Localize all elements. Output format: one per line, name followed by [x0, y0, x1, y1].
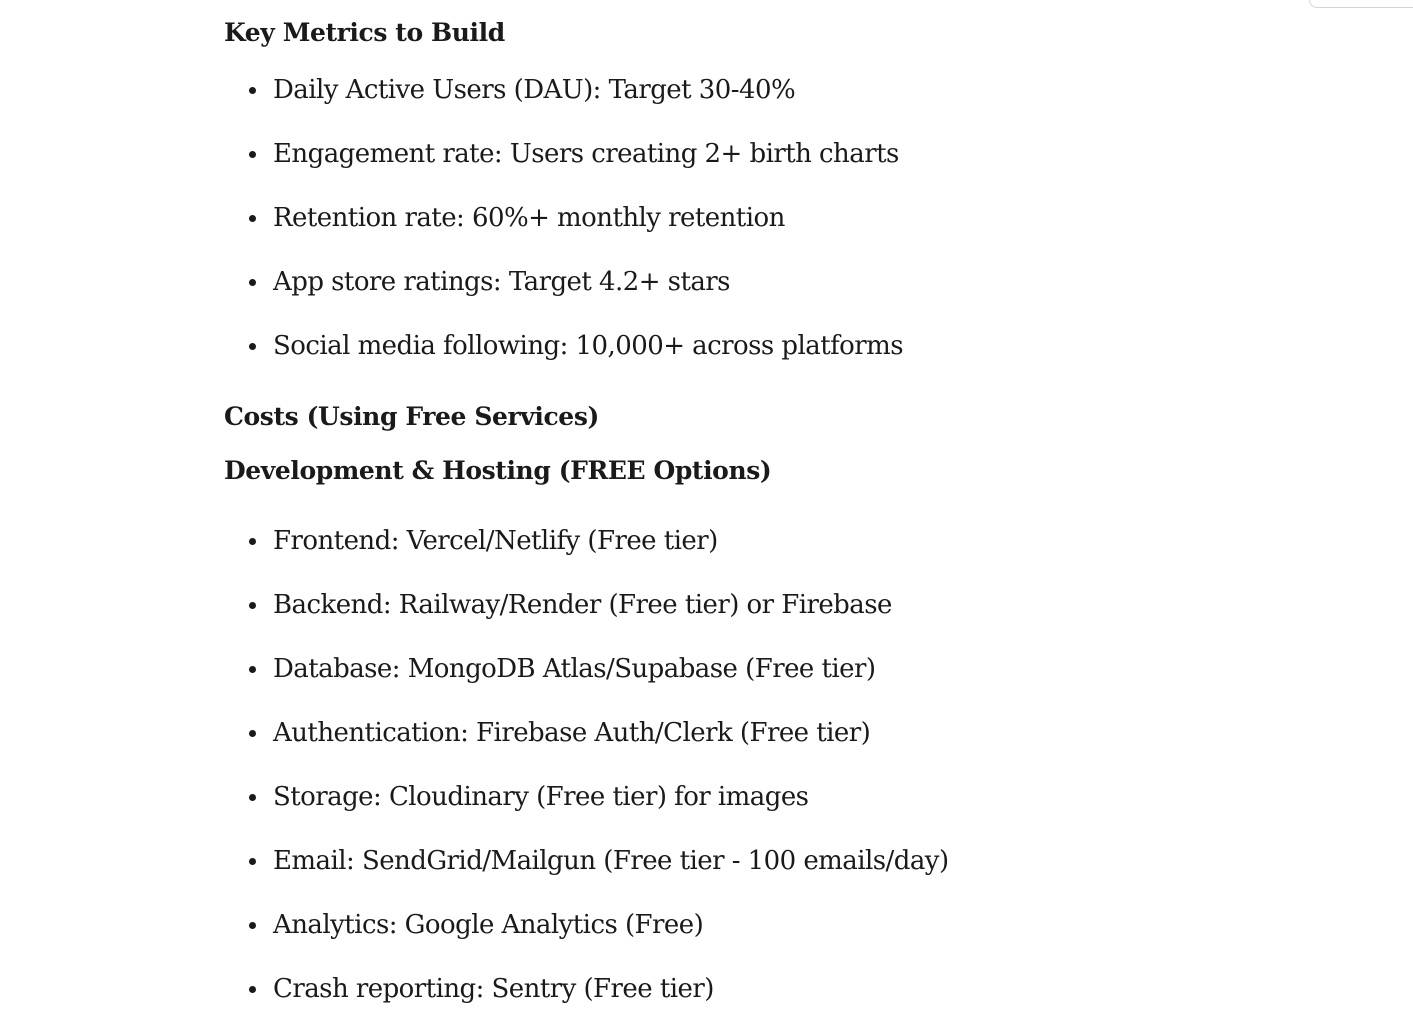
- bullet-icon: [249, 538, 256, 545]
- list-item-text: Frontend: Vercel/Netlify (Free tier): [273, 526, 718, 556]
- bullet-icon: [249, 215, 256, 222]
- bullet-icon: [249, 151, 256, 158]
- list-item: [224, 528, 949, 592]
- list-item-text: Database: MongoDB Atlas/Supabase (Free tier): [273, 654, 876, 684]
- bullet-icon: [249, 730, 256, 737]
- dev-hosting-list: [224, 528, 949, 1034]
- bullet-icon: [249, 666, 256, 673]
- list-item: [224, 912, 949, 976]
- list-item-text: Email: SendGrid/Mailgun (Free tier - 100 emails/day): [273, 846, 949, 876]
- top-right-frame-edge: [1309, 0, 1413, 8]
- bullet-icon: [249, 602, 256, 609]
- list-item-text: Backend: Railway/Render (Free tier) or Firebase: [273, 590, 892, 620]
- list-item: [224, 656, 949, 720]
- list-item: [224, 141, 903, 205]
- list-item-text: Engagement rate: Users creating 2+ birth charts: [273, 139, 899, 169]
- bullet-icon: [249, 343, 256, 350]
- list-item: [224, 592, 949, 656]
- bullet-icon: [249, 922, 256, 929]
- list-item: [224, 333, 903, 397]
- list-item: [224, 848, 949, 912]
- list-item-text: Storage: Cloudinary (Free tier) for images: [273, 782, 809, 812]
- list-item-text: Retention rate: 60%+ monthly retention: [273, 203, 785, 233]
- list-item: [224, 784, 949, 848]
- list-item: [224, 205, 903, 269]
- list-item-text: Analytics: Google Analytics (Free): [273, 910, 704, 940]
- bullet-icon: [249, 986, 256, 993]
- list-item: [224, 77, 903, 141]
- bullet-icon: [249, 858, 256, 865]
- list-item: [224, 269, 903, 333]
- bullet-icon: [249, 279, 256, 286]
- list-item-text: Authentication: Firebase Auth/Clerk (Free tier): [273, 718, 871, 748]
- bullet-icon: [249, 87, 256, 94]
- list-item-text: Crash reporting: Sentry (Free tier): [273, 974, 714, 1004]
- bullet-icon: [249, 794, 256, 801]
- heading-costs: Costs (Using Free Services): [224, 402, 599, 431]
- list-item: [224, 976, 949, 1034]
- key-metrics-list: [224, 77, 903, 397]
- heading-dev-hosting: Development & Hosting (FREE Options): [224, 456, 772, 485]
- list-item-text: Daily Active Users (DAU): Target 30-40%: [273, 75, 796, 105]
- heading-key-metrics: Key Metrics to Build: [224, 18, 505, 47]
- list-item-text: Social media following: 10,000+ across platforms: [273, 331, 904, 361]
- list-item: [224, 720, 949, 784]
- list-item-text: App store ratings: Target 4.2+ stars: [273, 267, 730, 297]
